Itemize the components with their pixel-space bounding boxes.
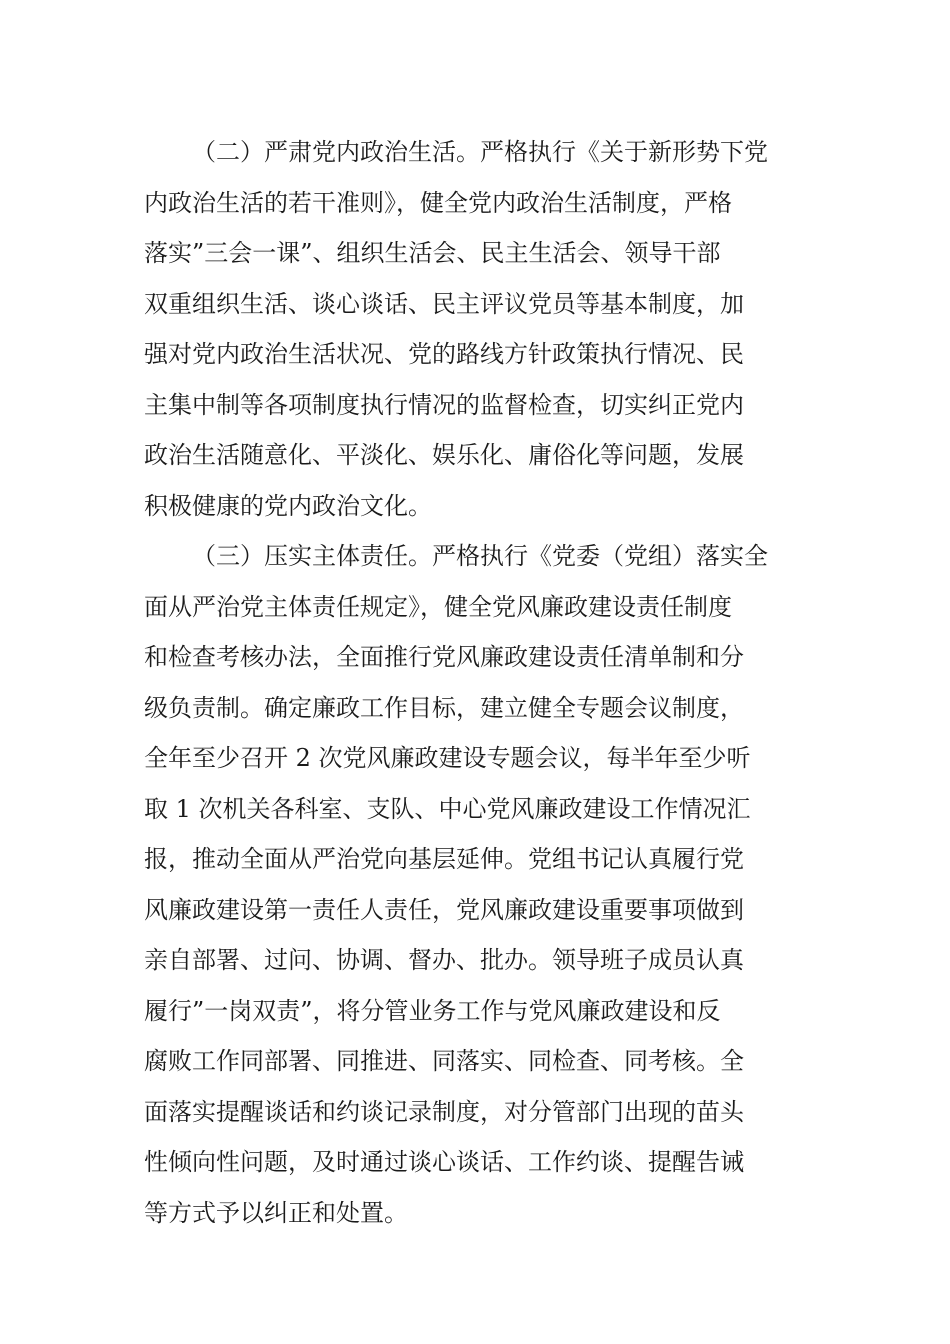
paragraph-line: 取 1 次机关各科室、支队、中心党风廉政建设工作情况汇 xyxy=(144,794,751,823)
paragraph-line: 和检查考核办法，全面推行党风廉政建设责任清单制和分 xyxy=(144,643,744,671)
paragraph-line: 性倾向性问题，及时通过谈心谈话、工作约谈、提醒告诫 xyxy=(144,1148,744,1176)
paragraph-line: 内政治生活的若干准则》，健全党内政治生活制度，严格 xyxy=(144,188,732,217)
paragraph-line: （二）严肃党内政治生活。严格执行《关于新形势下党 xyxy=(192,138,768,166)
paragraph-line: 等方式予以纠正和处置。 xyxy=(144,1198,408,1227)
paragraph-section-2 xyxy=(144,127,808,531)
paragraph-line: （三）压实主体责任。严格执行《党委（党组）落实全 xyxy=(192,542,768,570)
paragraph-line: 双重组织生活、谈心谈话、民主评议党员等基本制度，加 xyxy=(144,289,744,318)
paragraph-line: 政治生活随意化、平淡化、娱乐化、庸俗化等问题，发展 xyxy=(144,441,744,469)
paragraph-line: 风廉政建设第一责任人责任，党风廉政建设重要事项做到 xyxy=(144,895,744,924)
paragraph-line: 面从严治党主体责任规定》，健全党风廉政建设责任制度 xyxy=(144,592,732,621)
paragraph-line: 腐败工作同部署、同推进、同落实、同检查、同考核。全 xyxy=(144,1047,744,1075)
paragraph-line: 亲自部署、过问、协调、督办、批办。领导班子成员认真 xyxy=(144,946,744,974)
paragraph-line: 积极健康的党内政治文化。 xyxy=(144,491,432,520)
paragraph-line: 主集中制等各项制度执行情况的监督检查，切实纠正党内 xyxy=(144,390,744,419)
paragraph-line: 履行”一岗双责”，将分管业务工作与党风廉政建设和反 xyxy=(144,996,721,1025)
paragraph-line: 全年至少召开 2 次党风廉政建设专题会议，每半年至少听 xyxy=(144,744,751,772)
paragraph-line: 落实”三会一课”、组织生活会、民主生活会、领导干部 xyxy=(144,239,721,267)
paragraph-line: 级负责制。确定廉政工作目标，建立健全专题会议制度， xyxy=(144,693,744,722)
document-body xyxy=(144,127,808,1238)
paragraph-line: 报，推动全面从严治党向基层延伸。党组书记认真履行党 xyxy=(144,845,744,873)
paragraph-line: 强对党内政治生活状况、党的路线方针政策执行情况、民 xyxy=(144,340,744,368)
paragraph-line: 面落实提醒谈话和约谈记录制度，对分管部门出现的苗头 xyxy=(144,1097,744,1126)
paragraph-section-3 xyxy=(144,531,808,1238)
